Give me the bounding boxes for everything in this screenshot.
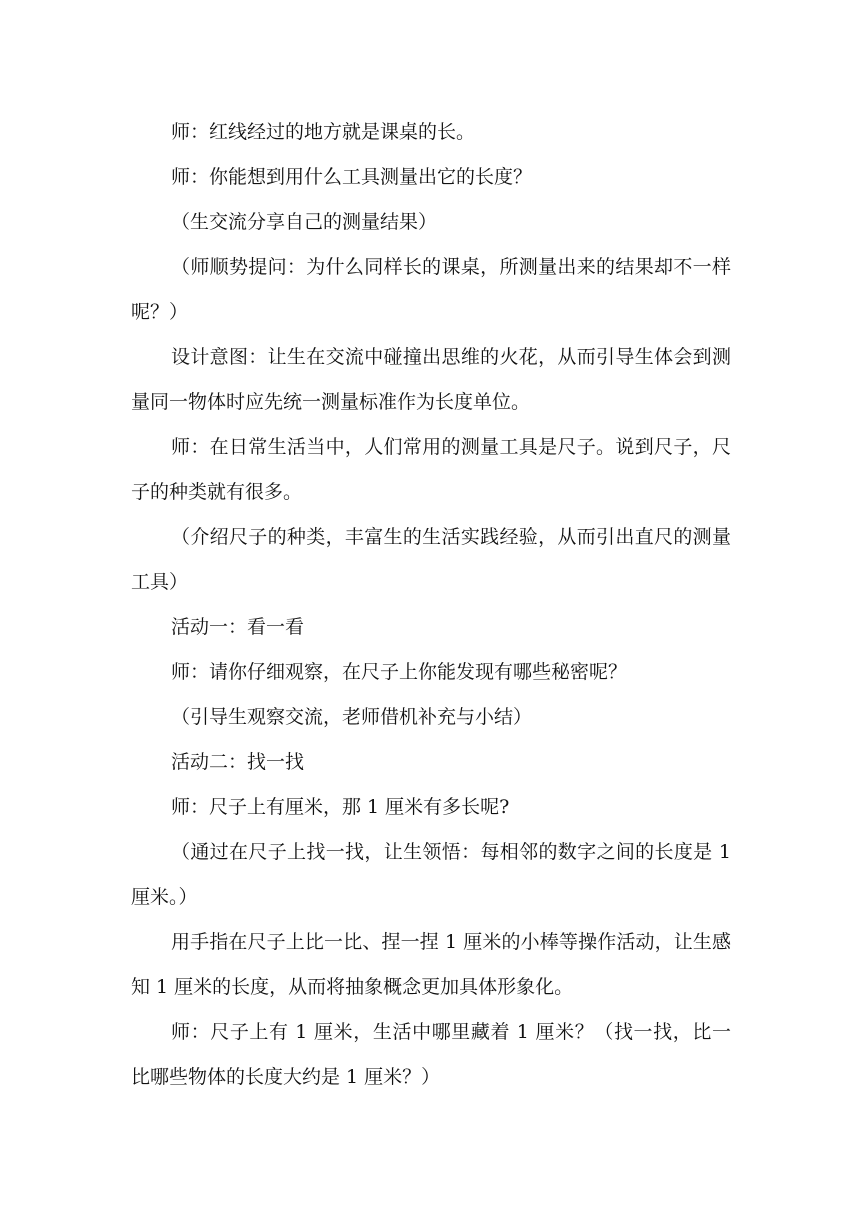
paragraph: 师：尺子上有厘米，那 1 厘米有多长呢? [171, 796, 510, 818]
paragraph: （引导生观察交流，老师借机补充与小结） [171, 706, 533, 728]
paragraph: 师：红线经过的地方就是课桌的长。 [171, 121, 476, 143]
paragraph: 用手指在尺子上比一比、捏一捏 1 厘米的小棒等操作活动，让生感知 1 厘米的长度，从而将抽象概念更加具体形象化。 [131, 931, 731, 998]
document-body [131, 110, 731, 1100]
design-intent-paragraph: 设计意图：让生在交流中碰撞出思维的火花，从而引导生体会到测量同一物体时应先统一测量标准作为长度单位。 [131, 346, 731, 413]
paragraph: （通过在尺子上找一找，让生领悟：每相邻的数字之间的长度是 1 厘米。） [131, 841, 731, 908]
paragraph: （介绍尺子的种类，丰富生的生活实践经验，从而引出直尺的测量工具） [131, 526, 731, 593]
paragraph: 师：你能想到用什么工具测量出它的长度？ [171, 166, 533, 188]
activity-heading: 活动一：看一看 [171, 616, 305, 638]
paragraph: 师：在日常生活当中，人们常用的测量工具是尺子。说到尺子，尺子的种类就有很多。 [131, 436, 731, 503]
paragraph: （师顺势提问：为什么同样长的课桌，所测量出来的结果却不一样呢？） [131, 256, 731, 323]
activity-heading: 活动二：找一找 [171, 751, 305, 773]
paragraph: 师：请你仔细观察，在尺子上你能发现有哪些秘密呢？ [171, 661, 628, 683]
paragraph: （生交流分享自己的测量结果） [171, 211, 438, 233]
paragraph: 师：尺子上有 1 厘米，生活中哪里藏着 1 厘米？（找一找，比一比哪些物体的长度大约是 1 厘米？） [131, 1021, 731, 1088]
